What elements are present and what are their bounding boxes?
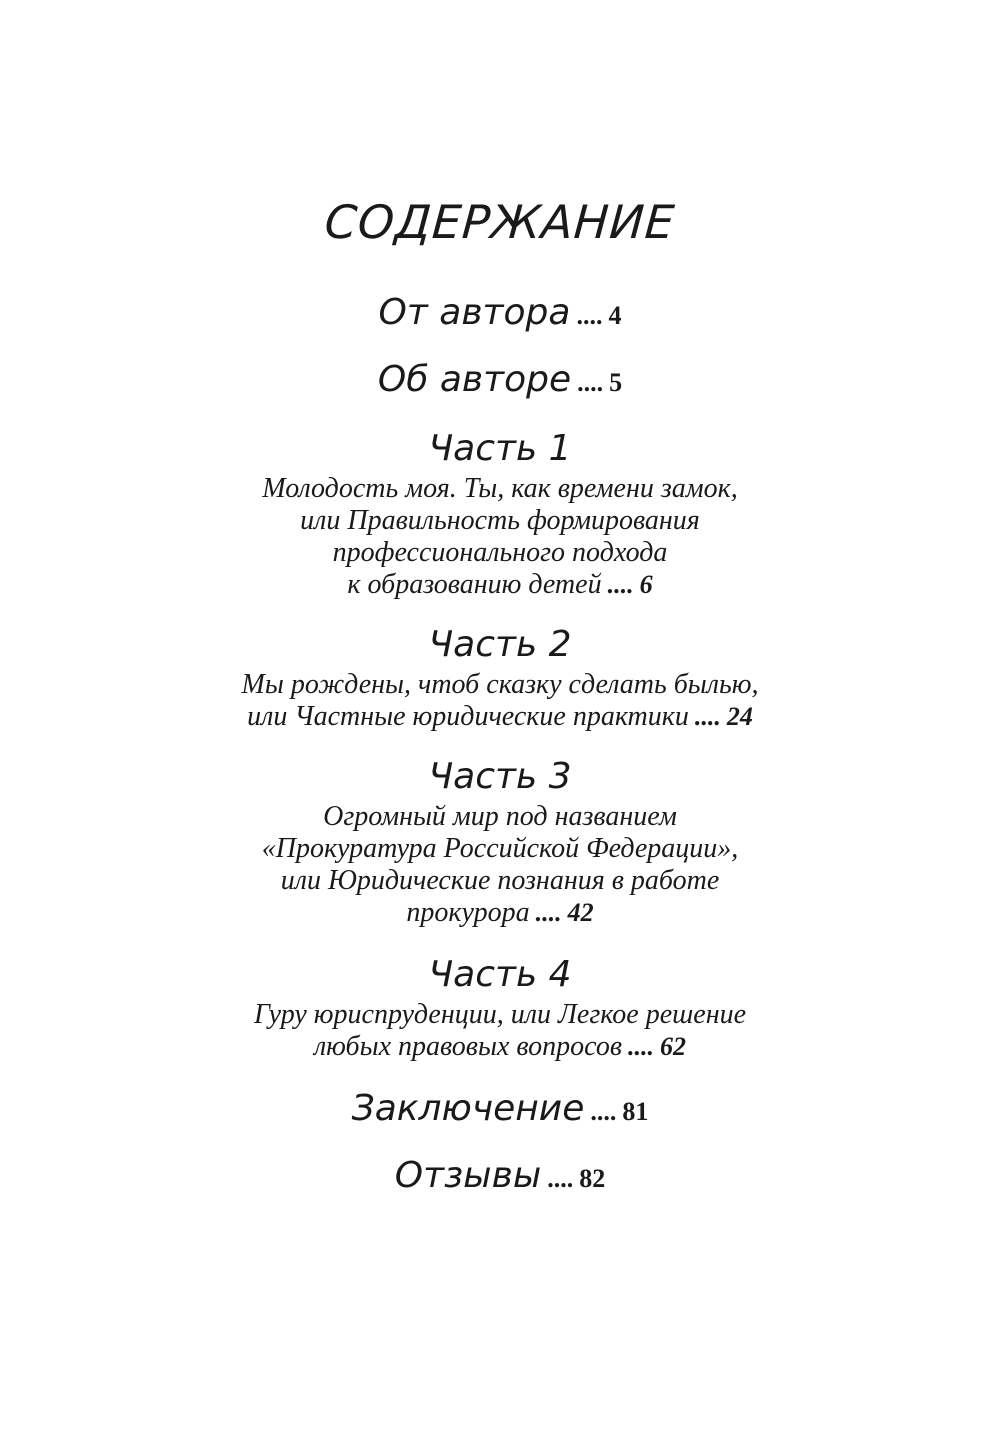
part-heading: Часть 4 — [428, 954, 572, 995]
entry-page-number: 42 — [567, 898, 594, 927]
toc-entry-conclusion[interactable] — [0, 1085, 1000, 1133]
part-description-line: «Прокуратура Российской Федерации», — [261, 833, 739, 864]
toc-entry-part-2[interactable] — [0, 621, 1000, 733]
part-description-line: Огромный мир под названием — [323, 801, 677, 832]
toc-entry-part-1[interactable] — [0, 425, 1000, 601]
part-description-line: Гуру юриспруденции, или Легкое решение — [253, 999, 747, 1030]
part-description-line: прокурора — [406, 897, 530, 928]
toc-entry-part-4[interactable] — [0, 951, 1000, 1063]
part-description-line: любых правовых вопросов — [313, 1031, 623, 1062]
part-description-line: или Правильность формирования — [300, 505, 700, 536]
part-description-line: или Частные юридические практики — [247, 701, 689, 732]
toc-entry-about-author[interactable] — [0, 356, 1000, 404]
entry-label: От автора — [378, 292, 571, 333]
entry-dots: .... — [576, 301, 603, 330]
part-description-line: профессионального подхода — [332, 537, 668, 568]
part-description-last-line — [0, 569, 1000, 601]
entry-page-number: 4 — [608, 301, 622, 330]
entry-page-number: 62 — [660, 1032, 687, 1061]
toc-title: СОДЕРЖАНИЕ — [323, 195, 677, 249]
part-heading: Часть 3 — [428, 756, 572, 797]
entry-dots: .... — [577, 368, 604, 397]
entry-dots: .... — [547, 1164, 574, 1193]
part-description-line: или Юридические познания в работе — [280, 865, 720, 896]
toc-entry-part-3[interactable] — [0, 753, 1000, 929]
entry-page-number: 5 — [609, 368, 623, 397]
entry-label: Об авторе — [377, 359, 572, 400]
entry-dots: .... — [607, 570, 634, 599]
part-description-last-line — [0, 897, 1000, 929]
toc-entry-reviews[interactable] — [0, 1152, 1000, 1200]
entry-dots: .... — [694, 702, 721, 731]
entry-label: Заключение — [351, 1088, 585, 1129]
entry-dots: .... — [535, 898, 562, 927]
entry-page-number: 24 — [726, 702, 753, 731]
part-heading: Часть 1 — [428, 428, 572, 469]
part-description-line: Молодость моя. Ты, как времени замок, — [262, 473, 738, 504]
part-description-last-line — [0, 1031, 1000, 1063]
part-heading: Часть 2 — [428, 624, 572, 665]
entry-label: Отзывы — [394, 1155, 542, 1196]
entry-page-number: 81 — [622, 1097, 649, 1126]
entry-page-number: 82 — [579, 1164, 606, 1193]
part-description-last-line — [0, 701, 1000, 733]
part-description-line: Мы рождены, чтоб сказку сделать былью, — [241, 669, 759, 700]
entry-dots: .... — [590, 1097, 617, 1126]
toc-entry-from-author[interactable] — [0, 289, 1000, 337]
entry-page-number: 6 — [639, 570, 653, 599]
part-description-line: к образованию детей — [347, 569, 602, 600]
entry-dots: .... — [628, 1032, 655, 1061]
